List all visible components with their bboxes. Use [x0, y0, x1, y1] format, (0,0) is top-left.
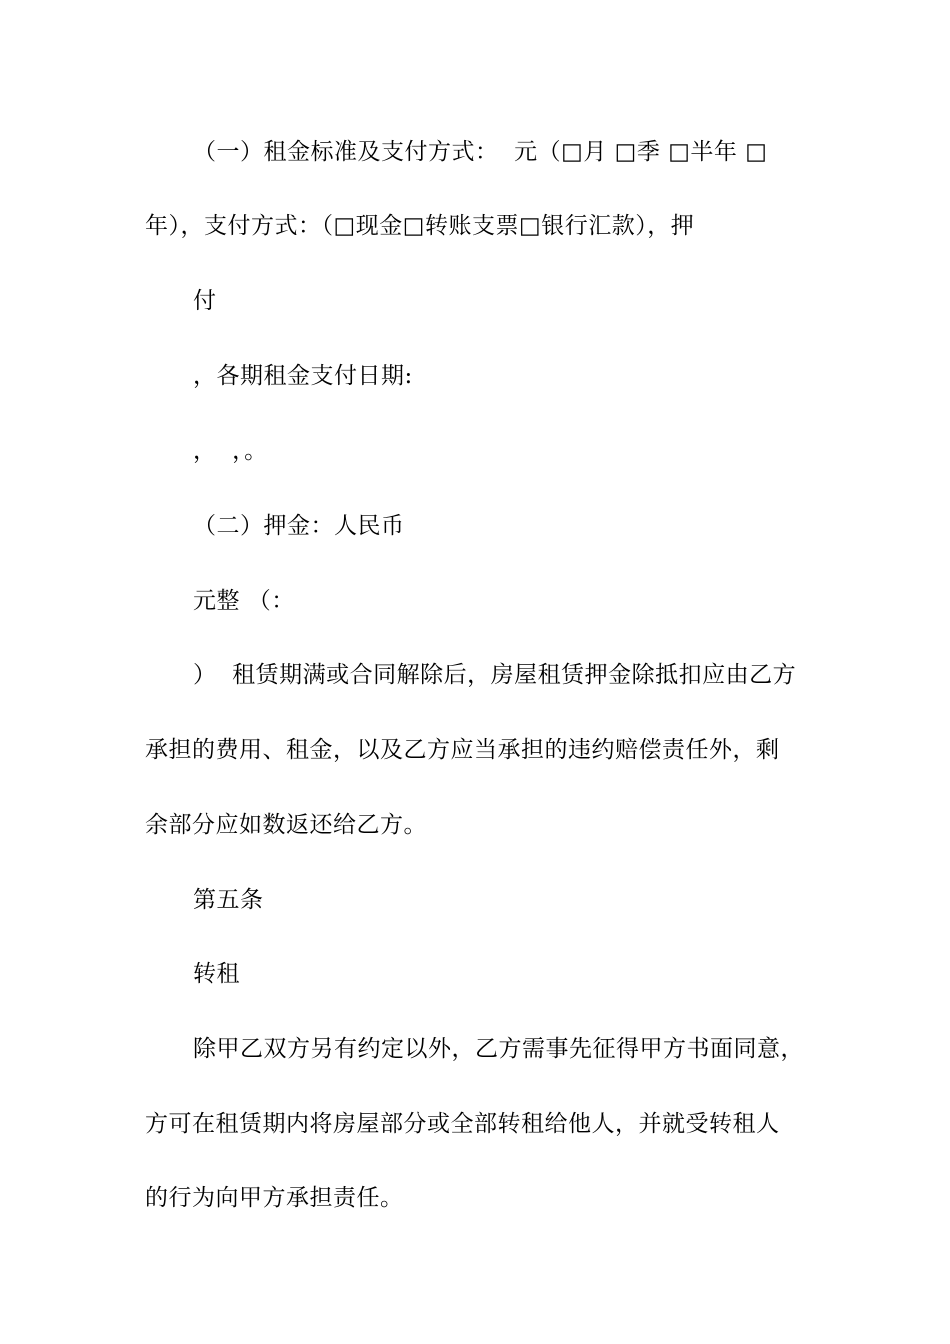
deposit-heading-line: （二）押金：人民币 [193, 513, 405, 539]
payment-method-line: 年），支付方式：（□现金□转账支票□银行汇款），押 [145, 213, 695, 239]
sublease-paragraph-line-3: 的行为向甲方承担责任。 [145, 1185, 404, 1211]
deposit-amount-line: 元整 （： [193, 588, 295, 614]
sublease-paragraph-line-2: 方可在租赁期内将房屋部分或全部转租给他人，并就受转租人 [145, 1111, 780, 1137]
deposit-return-line-3: 余部分应如数返还给乙方。 [145, 812, 427, 838]
deposit-return-line-2: 承担的费用、租金，以及乙方应当承担的违约赔偿责任外，剩 [145, 737, 780, 763]
article-five-heading: 第五条 [193, 887, 264, 913]
sublease-heading: 转租 [193, 961, 240, 987]
sublease-paragraph-line-1: 除甲乙双方另有约定以外，乙方需事先征得甲方书面同意， [193, 1036, 804, 1062]
deposit-return-line-1: ） 租赁期满或合同解除后，房屋租赁押金除抵扣应由乙方 [193, 662, 797, 688]
rent-standard-line: （一）租金标准及支付方式： 元（□月 □季 □半年 □ [193, 139, 768, 165]
payment-date-line: ，各期租金支付日期: [193, 363, 413, 389]
payment-date-blanks-line: ， ，。 [193, 438, 268, 464]
payment-continuation-line: 付 [193, 288, 217, 314]
